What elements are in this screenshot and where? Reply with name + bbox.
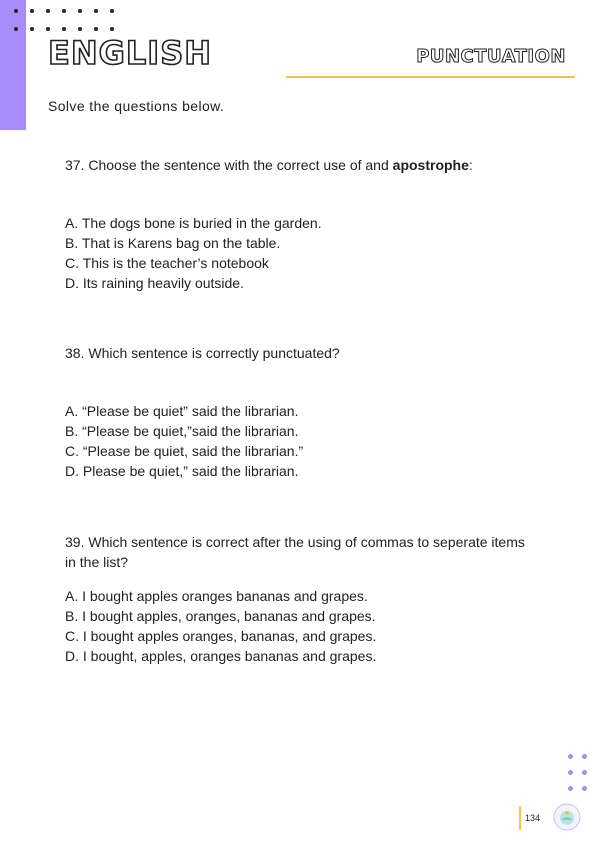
page-number-divider bbox=[519, 806, 521, 830]
page-number: 134 bbox=[525, 813, 541, 823]
question-37-option-c: C. This is the teacher’s notebook bbox=[65, 255, 269, 271]
school-logo-icon bbox=[552, 802, 582, 832]
question-38-option-d: D. Please be quiet,” said the librarian. bbox=[65, 463, 299, 479]
question-37-stem bbox=[65, 155, 545, 175]
question-37-stem-suffix: : bbox=[468, 157, 473, 173]
question-38-option-a: A. “Please be quiet” said the librarian. bbox=[65, 403, 299, 419]
subject-heading: PUNCTUATION bbox=[416, 46, 566, 67]
subject-underline bbox=[286, 76, 575, 78]
question-37-option-a: A. The dogs bone is buried in the garden. bbox=[65, 215, 322, 231]
question-39-option-a: A. I bought apples oranges bananas and grapes. bbox=[65, 588, 368, 604]
question-39-stem: 39. Which sentence is correct after the using of commas to seperate items in the list? bbox=[65, 534, 525, 570]
question-37-stem-bold: apostrophe bbox=[392, 157, 469, 173]
question-37-option-b: B. That is Karens bag on the table. bbox=[65, 235, 281, 251]
question-38 bbox=[65, 343, 545, 481]
question-38-option-c: C. “Please be quiet, said the librarian.” bbox=[65, 443, 304, 459]
question-38-option-b: B. “Please be quiet,”said the librarian. bbox=[65, 423, 299, 439]
question-38-stem: 38. Which sentence is correctly punctuated? bbox=[65, 345, 340, 361]
question-39 bbox=[65, 532, 535, 666]
question-39-option-d: D. I bought, apples, oranges bananas and grapes. bbox=[65, 648, 377, 664]
page-title: ENGLISH bbox=[48, 34, 213, 72]
instructions: Solve the questions below. bbox=[48, 98, 225, 114]
question-37-stem-text: 37. Choose the sentence with the correct use of and bbox=[65, 157, 393, 173]
question-39-option-b: B. I bought apples, oranges, bananas and grapes. bbox=[65, 608, 376, 624]
question-39-option-c: C. I bought apples oranges, bananas, and grapes. bbox=[65, 628, 377, 644]
question-37-option-d: D. Its raining heavily outside. bbox=[65, 275, 244, 291]
question-37 bbox=[65, 155, 545, 293]
